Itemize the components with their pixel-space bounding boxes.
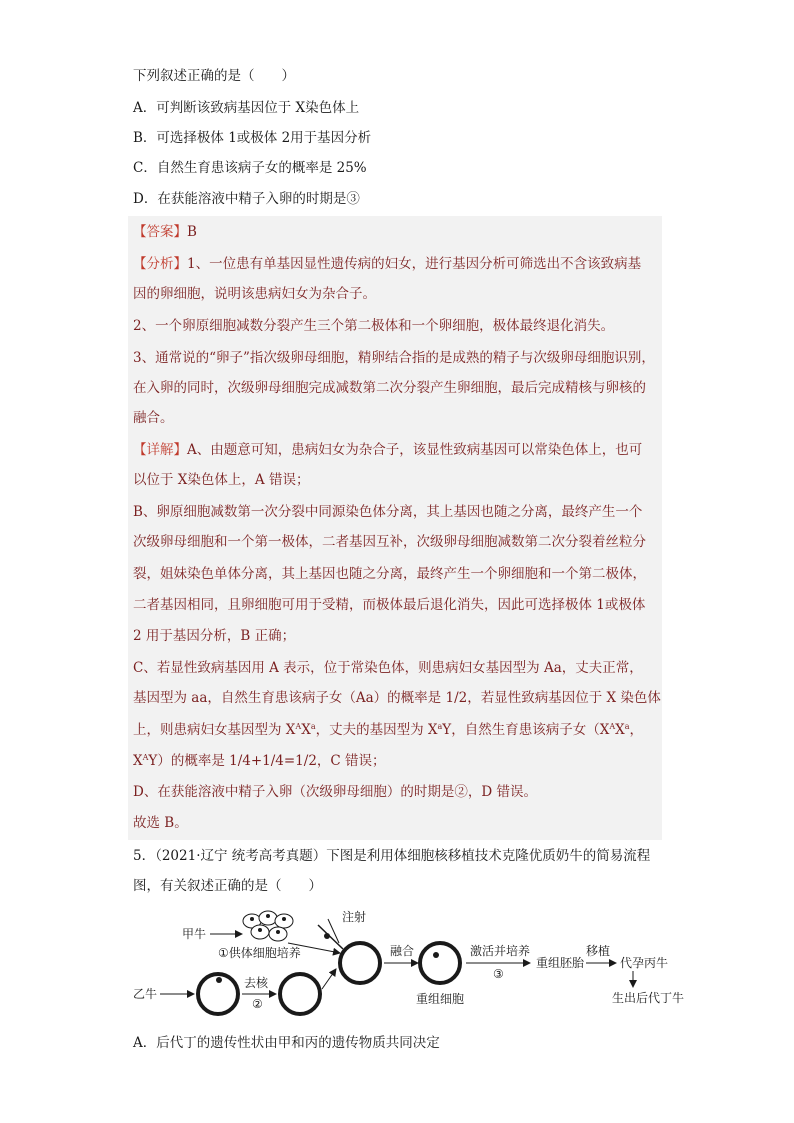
analysis-line-6: 融合。 xyxy=(133,410,174,426)
label-step2: ② xyxy=(252,997,263,1011)
option-a: A．可判断该致病基因位于 X染色体上 xyxy=(133,100,360,116)
detail-line-6: 二者基因相同，且卵细胞可用于受精，而极体最后退化消失，因此可选择极体 1或极体 xyxy=(133,597,646,613)
label-recon-embryo: 重组胚胎 xyxy=(536,956,585,970)
answer-value: B xyxy=(187,224,197,240)
question5-option-a: A．后代丁的遗传性状由甲和丙的遗传物质共同决定 xyxy=(133,1035,440,1051)
analysis-line-5: 在入卵的同时，次级卵母细胞完成减数第二次分裂产生卵细胞，最后完成精核与卵核的 xyxy=(133,380,646,396)
option-c: C．自然生育患该病子女的概率是 25% xyxy=(133,160,367,176)
detail-line-3: B、卵原细胞减数第一次分裂中同源染色体分离，其上基因也随之分离，最终产生一个 xyxy=(133,504,643,520)
label-enucleate: 去核 xyxy=(244,976,269,990)
answer-line xyxy=(133,222,197,242)
label-donor-culture: ①供体细胞培养 xyxy=(218,946,301,960)
question5-stem-1: 5．（2021·辽宁 统考高考真题）下图是利用体细胞核移植技术克隆优质奶牛的简易流程 xyxy=(133,848,651,864)
label-surrogate: 代孕丙牛 xyxy=(620,956,669,970)
detail-line-5: 裂，姐妹染色单体分离，其上基因也随之分离，最终产生一个卵细胞和一个第二极体， xyxy=(133,566,646,582)
answer-block xyxy=(128,216,662,840)
injected-oocyte xyxy=(340,943,380,983)
detail-line-10: 上，则患病妇女基因型为 $X^AX^a$，丈夫的基因型为 $X^aY$，自然生育患该病子女（$X^AX^a$， xyxy=(133,722,643,738)
detail-line-1 xyxy=(133,440,642,460)
option-b: B．可选择极体 1或极体 2用于基因分析 xyxy=(133,130,372,146)
oocyte-nucleus xyxy=(216,977,222,983)
label-fusion: 融合 xyxy=(390,944,415,958)
detail-line-9: 基因型为 aa，自然生育患该病子女（Aa）的概率是 1/2，若显性致病基因位于 X 染色体 xyxy=(133,690,661,706)
analysis-tag: 【分析】 xyxy=(133,256,187,272)
label-transplant: 移植 xyxy=(586,944,611,958)
answer-tag: 【答案】 xyxy=(133,224,187,240)
reconstructed-nucleus xyxy=(433,952,439,958)
option-d: D．在获能溶液中精子入卵的时期是③ xyxy=(133,191,360,207)
injection-needle xyxy=(318,925,343,949)
label-inject: 注射 xyxy=(342,910,367,924)
detail-line-4: 次级卵母细胞和一个第一极体，二者基因互补，次级卵母细胞减数第二次分裂着丝粒分 xyxy=(133,534,646,550)
detail-tag: 【详解】 xyxy=(133,442,187,458)
label-recon-cell: 重组细胞 xyxy=(416,992,465,1006)
label-activate: 激活并培养 xyxy=(470,944,531,958)
cloning-flow-diagram xyxy=(128,905,718,1025)
arrow-to-injection xyxy=(322,969,336,989)
reconstructed-cell xyxy=(420,943,460,983)
enucleated-oocyte xyxy=(280,974,320,1014)
detail-line-7: 2 用于基因分析，B 正确； xyxy=(133,628,296,644)
analysis-line-1 xyxy=(133,254,641,274)
question-stem: 下列叙述正确的是（ ） xyxy=(133,68,295,84)
label-jia-cow: 甲牛 xyxy=(182,927,207,941)
analysis-text: 1、一位患有单基因显性遗传病的妇女，进行基因分析可筛选出不含该致病基 xyxy=(187,256,642,272)
label-offspring: 生出后代丁牛 xyxy=(612,991,685,1005)
injected-nucleus xyxy=(324,933,330,939)
analysis-line-4: 3、通常说的“卵子”指次级卵母细胞，精卵结合指的是成熟的精子与次级卵母细胞识别， xyxy=(133,350,655,366)
detail-line-12: D、在获能溶液中精子入卵（次级卵母细胞）的时期是②，D 错误。 xyxy=(133,784,537,800)
analysis-line-2: 因的卵细胞，说明该患病妇女为杂合子。 xyxy=(133,286,376,302)
donor-cells xyxy=(243,911,293,941)
question5-stem-2: 图，有关叙述正确的是（ ） xyxy=(133,878,322,894)
analysis-line-3: 2、一个卵原细胞减数分裂产生三个第二极体和一个卵细胞，极体最终退化消失。 xyxy=(133,318,615,334)
label-step3: ③ xyxy=(493,967,504,981)
detail-text: A、由题意可知，患病妇女为杂合子，该显性致病基因可以常染色体上，也可 xyxy=(187,442,643,458)
detail-line-8: C、若显性致病基因用 A 表示，位于常染色体，则患病妇女基因型为 Aa，丈夫正常， xyxy=(133,660,643,676)
detail-line-11: $X^AY$）的概率是 1/4+1/4=1/2，C 错误； xyxy=(133,753,386,769)
conclusion-line: 故选 B。 xyxy=(133,815,188,831)
detail-line-2: 以位于 X染色体上，A 错误； xyxy=(133,472,310,488)
label-yi-cow: 乙牛 xyxy=(133,987,158,1001)
